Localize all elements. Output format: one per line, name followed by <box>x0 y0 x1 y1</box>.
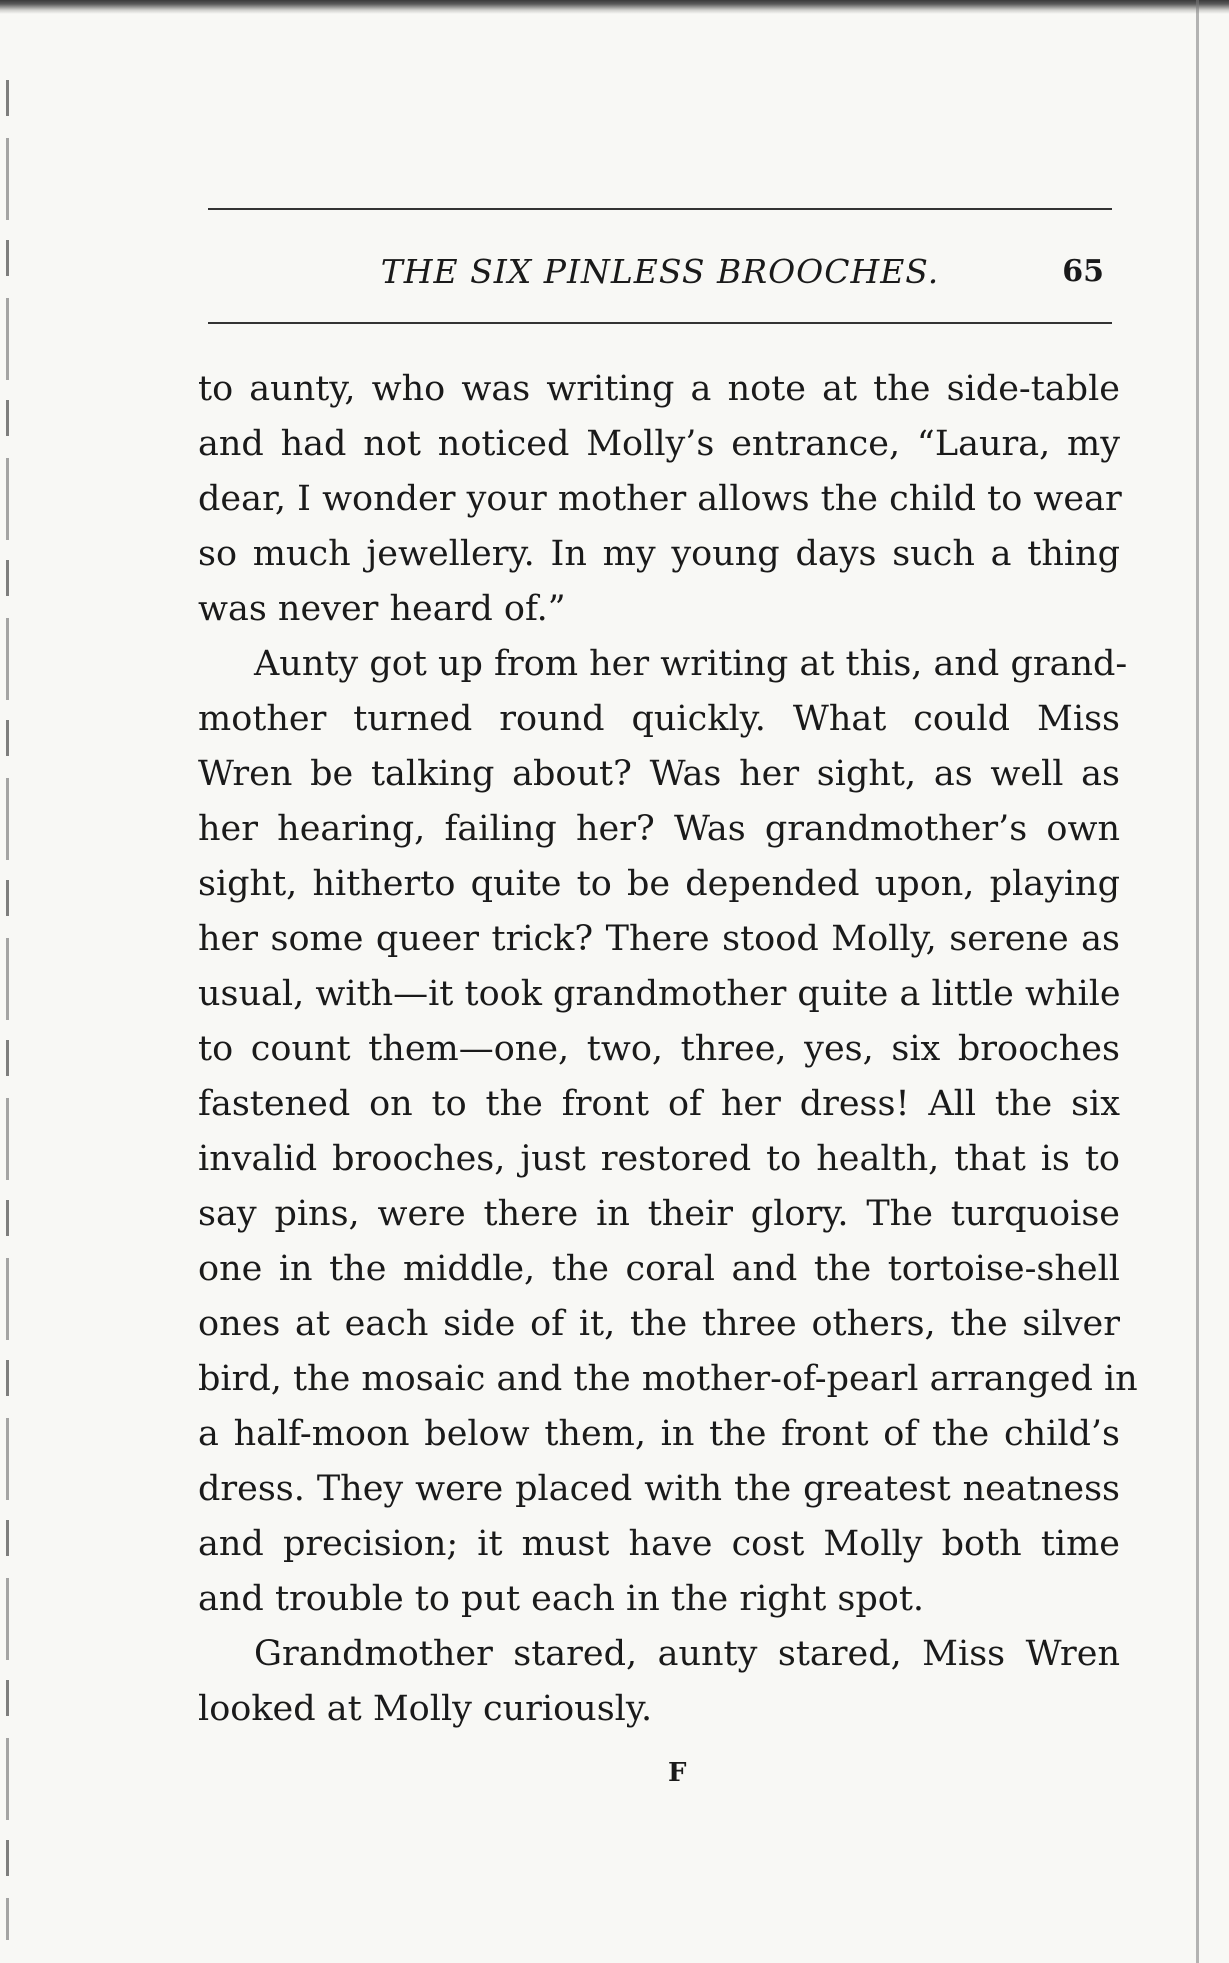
text-line: so much jewellery. In my young days such a thing <box>198 534 1120 574</box>
running-head <box>208 252 1112 302</box>
text-line: mother turned round quickly. What could Miss <box>198 699 1120 739</box>
header-rule-bottom <box>208 322 1112 324</box>
text-line: invalid brooches, just restored to health, that is to <box>198 1139 1120 1179</box>
text-line: and precision; it must have cost Molly both time <box>198 1524 1120 1564</box>
text-line: to aunty, who was writing a note at the side-table <box>198 369 1120 409</box>
text-line: to count them—one, two, three, yes, six brooches <box>198 1029 1120 1069</box>
text-line: Grandmother stared, aunty stared, Miss Wren <box>254 1634 1120 1674</box>
scan-left-edge <box>6 80 9 1940</box>
text-line: dear, I wonder your mother allows the child to wear <box>198 479 1122 519</box>
paragraph-1 <box>198 362 1120 637</box>
running-title: THE SIX PINLESS BROOCHES. <box>380 252 940 291</box>
body-text <box>198 362 1138 1737</box>
page-number: 65 <box>1062 254 1104 289</box>
text-line: sight, hitherto quite to be depended upon, playing <box>198 864 1120 904</box>
signature-mark: F <box>668 1758 687 1788</box>
text-line: looked at Molly curiously. <box>198 1689 653 1729</box>
text-line: and trouble to put each in the right spot. <box>198 1579 925 1619</box>
text-line: was never heard of.” <box>198 589 566 629</box>
header-rule-top <box>208 208 1112 210</box>
text-line: her hearing, failing her? Was grandmother’s own <box>198 809 1120 849</box>
text-line: say pins, were there in their glory. The turquoise <box>198 1194 1120 1234</box>
text-line: bird, the mosaic and the mother-of-pearl arranged in <box>198 1359 1138 1399</box>
text-line: ones at each side of it, the three others, the silver <box>198 1304 1120 1344</box>
paragraph-3 <box>198 1627 1120 1737</box>
paragraph-2 <box>198 637 1138 1627</box>
text-line: one in the middle, the coral and the tortoise-shell <box>198 1249 1120 1289</box>
scan-right-edge <box>1196 0 1199 1963</box>
text-line: her some queer trick? There stood Molly, serene as <box>198 919 1120 959</box>
text-line: Aunty got up from her writing at this, and grand- <box>254 644 1128 684</box>
text-line: and had not noticed Molly’s entrance, “Laura, my <box>198 424 1120 464</box>
text-line: Wren be talking about? Was her sight, as well as <box>198 754 1120 794</box>
text-line: fastened on to the front of her dress! All the six <box>198 1084 1120 1124</box>
text-line: a half-moon below them, in the front of the child’s <box>198 1414 1120 1454</box>
text-line: dress. They were placed with the greatest neatness <box>198 1469 1120 1509</box>
scan-top-edge <box>0 0 1229 14</box>
text-line: usual, with—it took grandmother quite a little while <box>198 974 1121 1014</box>
